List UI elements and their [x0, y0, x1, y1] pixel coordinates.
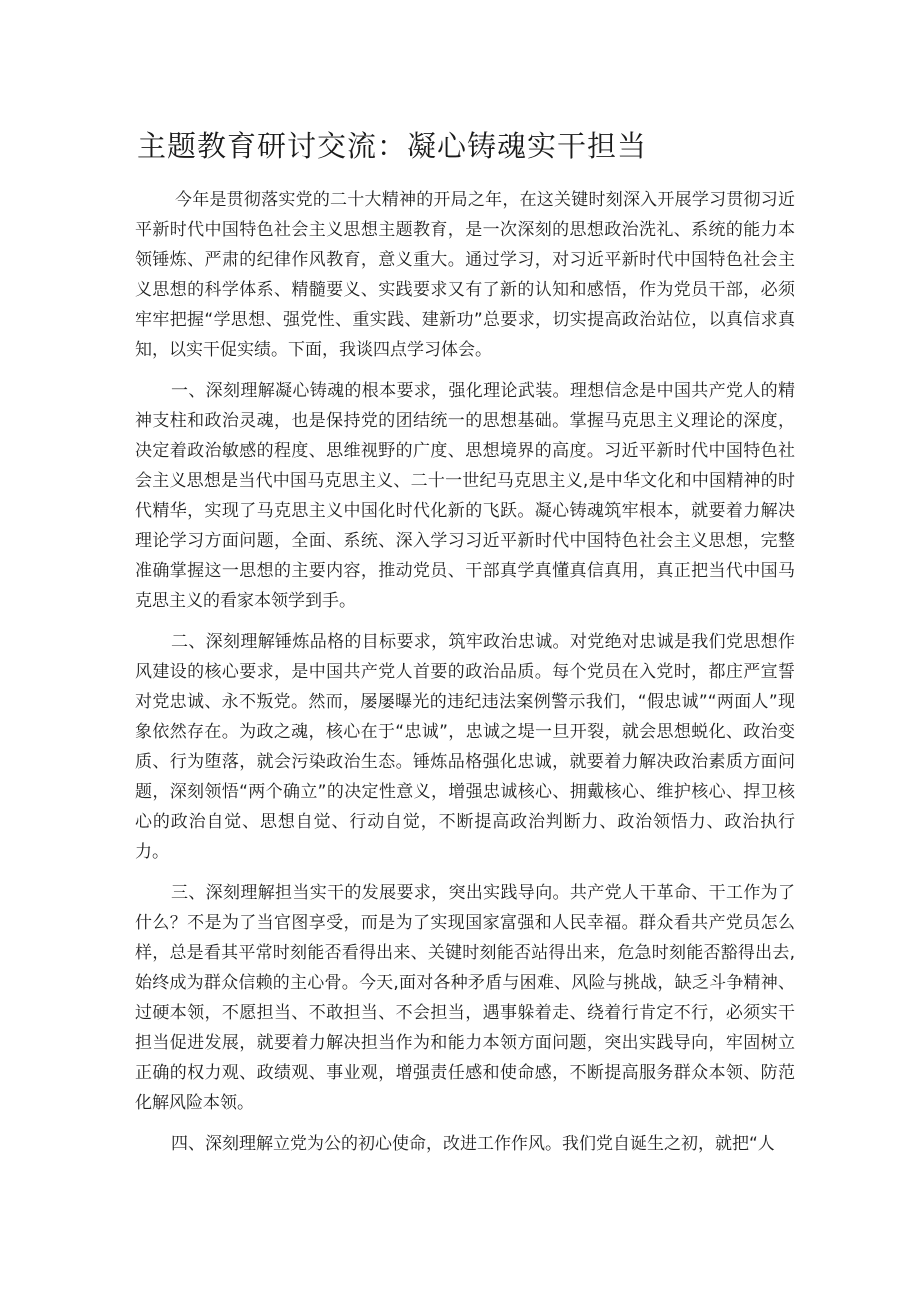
paragraph-section-2: 二、深刻理解锤炼品格的目标要求，筑牢政治忠诚。对党绝对忠诚是我们党思想作风建设的核心要求，是中国共产党人首要的政治品质。每个党员在入党时，都庄严宣誓对党忠诚、永不叛党。然而，屡屡曝光的违纪违法案例警示我们，“假忠诚”“两面人”现象依然存在。为政之魂，核心在于“忠诚”，忠诚之堤一旦开裂，就会思想蜕化、政治变质、行为堕落，就会污染政治生态。锤炼品格强化忠诚，就要着力解决政治素质方面问题，深刻领悟“两个确立”的决定性意义，增强忠诚核心、拥戴核心、维护核心、捍卫核心的政治自觉、思想自觉、行动自觉，不断提高政治判断力、政治领悟力、政治执行力。 — [135, 632, 795, 862]
paragraph-intro: 今年是贯彻落实党的二十大精神的开局之年，在这关键时刻深入开展学习贯彻习近平新时代中国特色社会主义思想主题教育，是一次深刻的思想政治洗礼、系统的能力本领锤炼、严肃的纪律作风教育，意义重大。通过学习，对习近平新时代中国特色社会主义思想的科学体系、精髓要义、实践要求又有了新的认知和感悟，作为党员干部，必须牢牢把握“学思想、强党性、重实践、建新功”总要求，切实提高政治站位，以真信求真知，以实干促实绩。下面，我谈四点学习体会。 — [135, 190, 795, 360]
document-title: 主题教育研讨交流：凝心铸魂实干担当 — [137, 129, 648, 163]
paragraph-section-1: 一、深刻理解凝心铸魂的根本要求，强化理论武装。理想信念是中国共产党人的精神支柱和政治灵魂，也是保持党的团结统一的思想基础。掌握马克思主义理论的深度，决定着政治敏感的程度、思维视野的广度、思想境界的高度。习近平新时代中国特色社会主义思想是当代中国马克思主义、二十一世纪马克思主义,是中华文化和中国精神的时代精华，实现了马克思主义中国化时代化新的飞跃。凝心铸魂筑牢根本，就要着力解决理论学习方面问题，全面、系统、深入学习习近平新时代中国特色社会主义思想，完整准确掌握这一思想的主要内容，推动党员、干部真学真懂真信真用，真正把当代中国马克思主义的看家本领学到手。 — [135, 381, 795, 611]
paragraph-section-3: 三、深刻理解担当实干的发展要求，突出实践导向。共产党人干革命、干工作为了什么？不是为了当官图享受，而是为了实现国家富强和人民幸福。群众看共产党员怎么样，总是看其平常时刻能否看得出来、关键时刻能否站得出来，危急时刻能否豁得出去,始终成为群众信赖的主心骨。今天,面对各种矛盾与困难、风险与挑战，缺乏斗争精神、过硬本领，不愿担当、不敢担当、不会担当，遇事躲着走、绕着行肯定不行，必须实干担当促进发展，就要着力解决担当作为和能力本领方面问题，突出实践导向，牢固树立正确的权力观、政绩观、事业观，增强责任感和使命感，不断提高服务群众本领、防范化解风险本领。 — [135, 883, 795, 1113]
paragraph-section-4: 四、深刻理解立党为公的初心使命，改进工作作风。我们党自诞生之初，就把“人 — [171, 1134, 775, 1154]
document-body — [135, 185, 795, 1170]
